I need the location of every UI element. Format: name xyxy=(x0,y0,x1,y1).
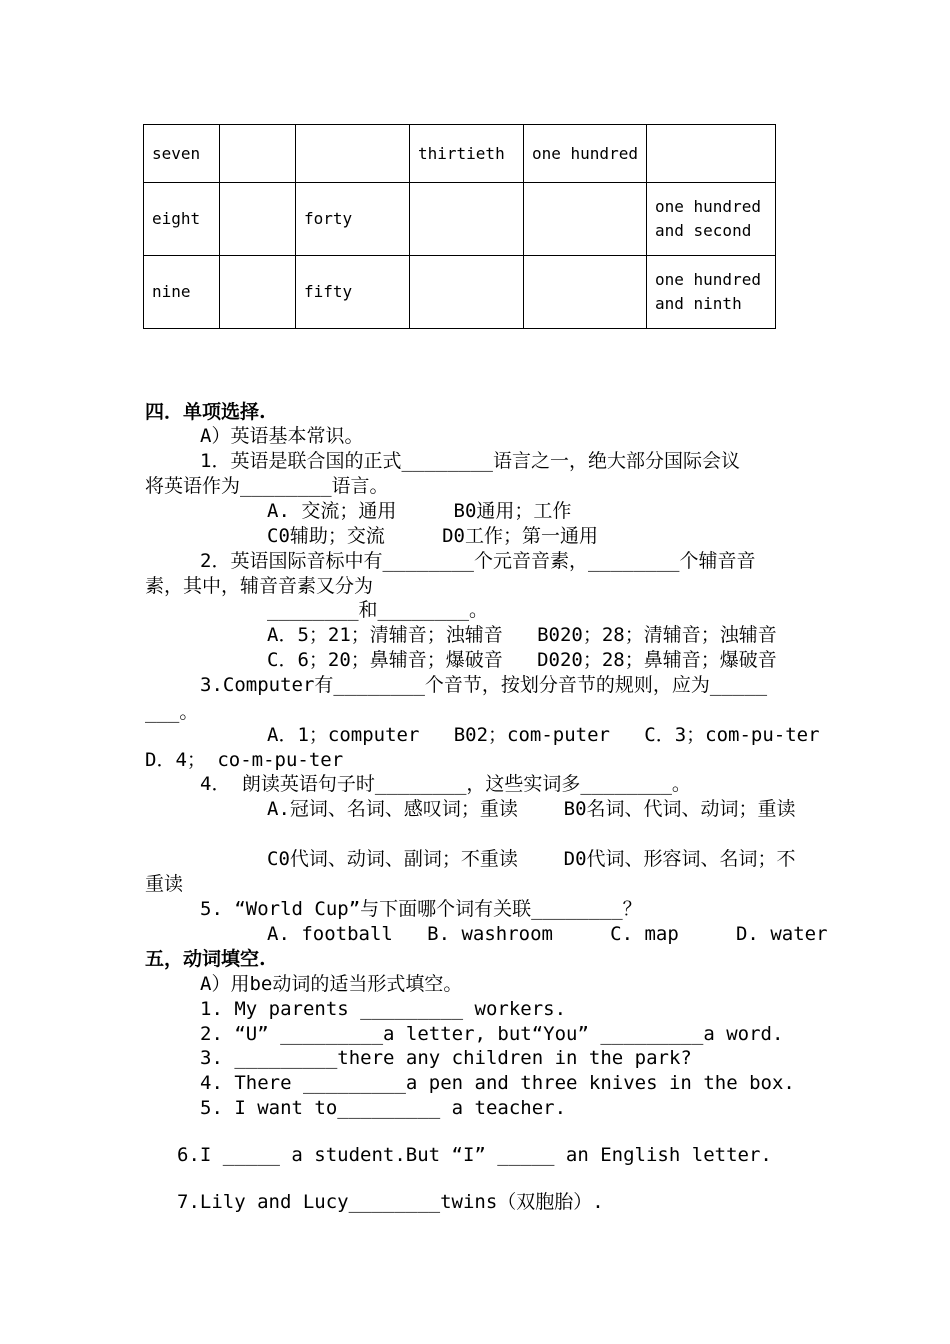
question-3-option-d: D．4； co-m-pu-ter xyxy=(145,749,344,771)
question-4-options-cd-cont: 重读 xyxy=(145,873,184,895)
table-cell xyxy=(410,256,524,329)
table-cell: one hundred xyxy=(524,125,647,183)
section4-title: 四．单项选择. xyxy=(145,401,266,423)
list-item: 5. I want to_________ a teacher. xyxy=(200,1097,567,1119)
list-item: 3. _________there any children in the park? xyxy=(200,1047,692,1069)
table-cell xyxy=(524,183,647,256)
table-row xyxy=(144,125,776,183)
table-cell: one hundred and second xyxy=(647,183,776,256)
section5-title: 五，动词填空. xyxy=(145,948,266,970)
table-cell xyxy=(220,256,296,329)
table-cell: forty xyxy=(296,183,410,256)
question-3-text-cont: ___。 xyxy=(145,701,199,723)
question-2-text-cont2: ________和________。 xyxy=(267,599,489,621)
table-cell xyxy=(524,256,647,329)
question-2-text-cont: 素，其中，辅音音素又分为 xyxy=(145,575,374,597)
table-cell: one hundred and ninth xyxy=(647,256,776,329)
question-2-options-ab: A．5；21；清辅音；浊辅音 B020；28；清辅音；浊辅音 xyxy=(267,624,777,646)
question-4-options-cd: C0代词、动词、副词；不重读 D0代词、形容词、名词；不 xyxy=(267,848,796,870)
table-cell xyxy=(296,125,410,183)
question-4-options-ab: A.冠词、名词、感叹词；重读 B0名词、代词、动词；重读 xyxy=(267,798,796,820)
list-item: 4. There _________a pen and three knives in the box. xyxy=(200,1072,795,1094)
table-cell xyxy=(647,125,776,183)
table-cell: nine xyxy=(144,256,220,329)
question-1-text: 1．英语是联合国的正式________语言之一，绝大部分国际会议 xyxy=(200,450,740,472)
list-item: 7.Lily and Lucy________twins（双胞胎）. xyxy=(177,1191,604,1213)
table-cell: eight xyxy=(144,183,220,256)
list-item: 6.I _____ a student.But “I” _____ an English letter. xyxy=(177,1144,772,1166)
question-1-text-cont: 将英语作为________语言。 xyxy=(145,475,389,497)
table-row xyxy=(144,256,776,329)
table-cell xyxy=(220,125,296,183)
table-cell: thirtieth xyxy=(410,125,524,183)
question-1-options-ab: A. 交流；通用 B0通用；工作 xyxy=(267,500,572,522)
table-cell: seven xyxy=(144,125,220,183)
question-3-text: 3.Computer有________个音节，按划分音节的规则，应为_____ xyxy=(200,674,768,696)
number-table xyxy=(143,124,776,329)
list-item: 1. My parents _________ workers. xyxy=(200,998,567,1020)
question-3-options-abc: A．1；computer B02；com-puter C．3；com-pu-ter xyxy=(267,724,820,746)
question-1-options-cd: C0辅助；交流 D0工作；第一通用 xyxy=(267,525,598,547)
list-item: 2. “U” _________a letter, but“You” _________a word. xyxy=(200,1023,784,1045)
table-cell xyxy=(220,183,296,256)
question-4-text: 4． 朗读英语句子时________，这些实词多________。 xyxy=(200,773,691,795)
question-5-options: A. football B. washroom C. map D. water xyxy=(267,923,828,945)
question-2-options-cd: C．6；20；鼻辅音；爆破音 D020；28；鼻辅音；爆破音 xyxy=(267,649,777,671)
table-cell: fifty xyxy=(296,256,410,329)
question-2-text: 2．英语国际音标中有________个元音音素，________个辅音音 xyxy=(200,550,756,572)
table-row xyxy=(144,183,776,256)
table-cell xyxy=(410,183,524,256)
question-5-text: 5. “World Cup”与下面哪个词有关联________？ xyxy=(200,898,642,920)
section5-subheading: A）用be动词的适当形式填空。 xyxy=(200,973,463,995)
section4-subheading: A）英语基本常识。 xyxy=(200,425,364,447)
